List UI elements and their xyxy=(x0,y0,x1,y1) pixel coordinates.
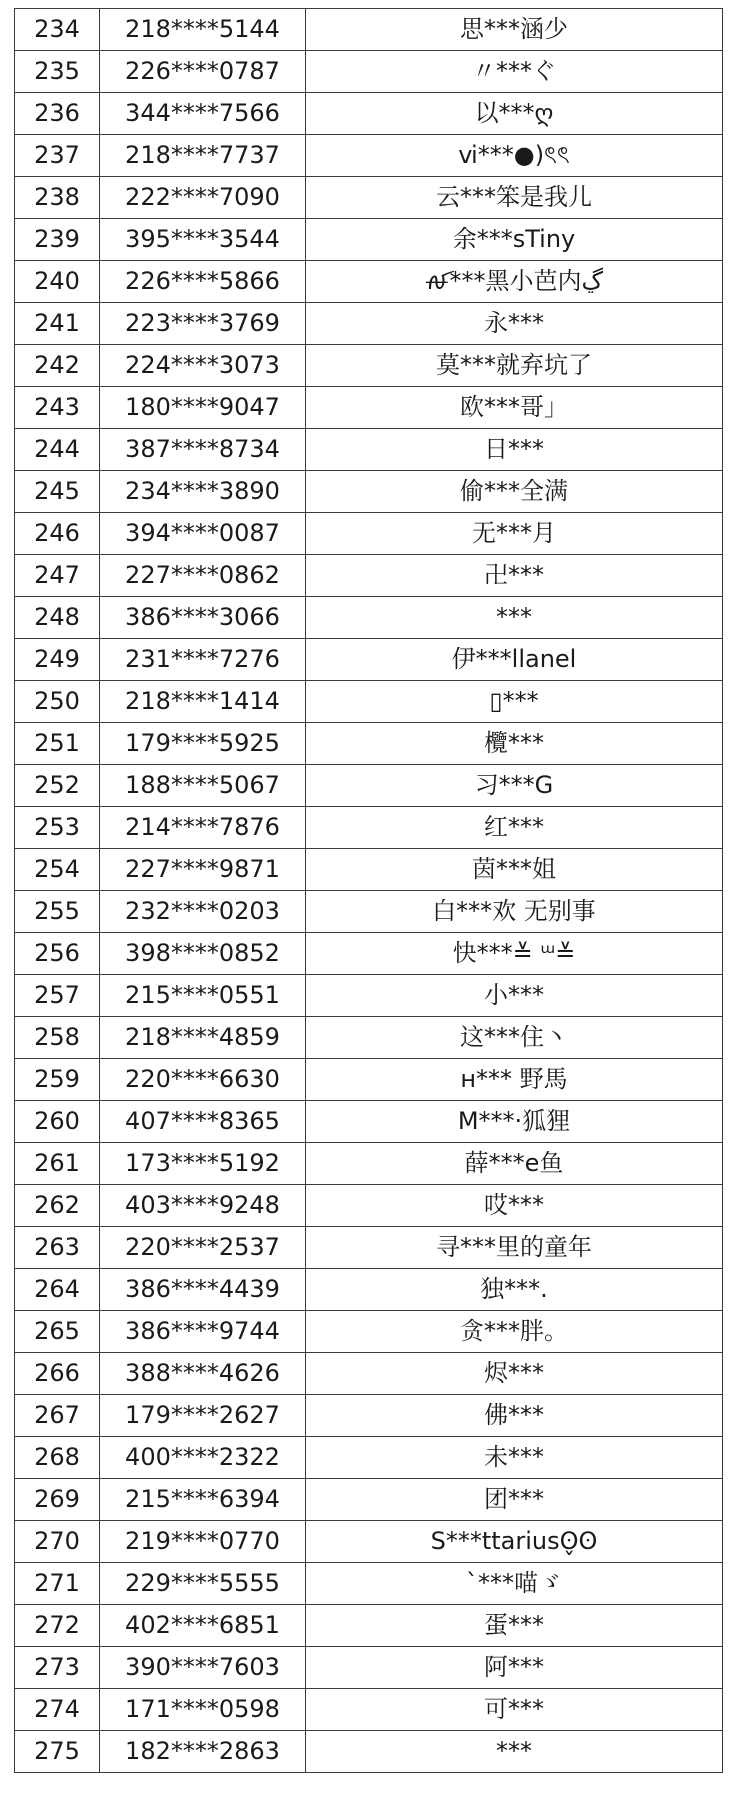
nickname-cell: 日*** xyxy=(306,429,723,471)
phone-cell: 231****7276 xyxy=(100,639,306,681)
phone-cell: 386****9744 xyxy=(100,1311,306,1353)
table-row xyxy=(15,471,723,513)
rank-cell: 246 xyxy=(15,513,100,555)
phone-cell: 215****0551 xyxy=(100,975,306,1017)
rank-cell: 234 xyxy=(15,9,100,51)
phone-cell: 223****3769 xyxy=(100,303,306,345)
rank-cell: 256 xyxy=(15,933,100,975)
rank-cell: 249 xyxy=(15,639,100,681)
nickname-cell: 哎*** xyxy=(306,1185,723,1227)
nickname-cell: `***喵ゞ xyxy=(306,1563,723,1605)
rank-cell: 244 xyxy=(15,429,100,471)
nickname-cell: 可*** xyxy=(306,1689,723,1731)
nickname-cell: ꫛ***黑小芭内ڲ xyxy=(306,261,723,303)
nickname-cell: 小*** xyxy=(306,975,723,1017)
phone-cell: 179****5925 xyxy=(100,723,306,765)
phone-cell: 220****2537 xyxy=(100,1227,306,1269)
table-row xyxy=(15,933,723,975)
rank-cell: 247 xyxy=(15,555,100,597)
nickname-cell: 贪***胖。 xyxy=(306,1311,723,1353)
table-row xyxy=(15,1521,723,1563)
table-row xyxy=(15,891,723,933)
table-row xyxy=(15,639,723,681)
nickname-cell: 欖*** xyxy=(306,723,723,765)
table-row xyxy=(15,93,723,135)
nickname-cell: 莫***就弃坑了 xyxy=(306,345,723,387)
phone-cell: 229****5555 xyxy=(100,1563,306,1605)
table-row xyxy=(15,975,723,1017)
rank-cell: 257 xyxy=(15,975,100,1017)
rank-cell: 238 xyxy=(15,177,100,219)
nickname-cell: 思***涵少 xyxy=(306,9,723,51)
table-row xyxy=(15,1395,723,1437)
nickname-cell: ʜ*** 野馬 xyxy=(306,1059,723,1101)
phone-cell: 226****5866 xyxy=(100,261,306,303)
nickname-cell: 蛋*** xyxy=(306,1605,723,1647)
rank-cell: 243 xyxy=(15,387,100,429)
nickname-cell: 云***笨是我儿 xyxy=(306,177,723,219)
rank-cell: 236 xyxy=(15,93,100,135)
table-row xyxy=(15,807,723,849)
rank-cell: 241 xyxy=(15,303,100,345)
phone-cell: 180****9047 xyxy=(100,387,306,429)
table-row xyxy=(15,219,723,261)
phone-cell: 218****7737 xyxy=(100,135,306,177)
table-row xyxy=(15,1017,723,1059)
table-row xyxy=(15,1647,723,1689)
nickname-cell: 寻***里的童年 xyxy=(306,1227,723,1269)
rank-cell: 274 xyxy=(15,1689,100,1731)
table-row xyxy=(15,387,723,429)
phone-cell: 226****0787 xyxy=(100,51,306,93)
rank-cell: 271 xyxy=(15,1563,100,1605)
phone-cell: 232****0203 xyxy=(100,891,306,933)
phone-cell: 182****2863 xyxy=(100,1731,306,1773)
nickname-cell: 白***欢 无别事 xyxy=(306,891,723,933)
table-row xyxy=(15,1437,723,1479)
rank-cell: 275 xyxy=(15,1731,100,1773)
nickname-cell: 阿*** xyxy=(306,1647,723,1689)
phone-cell: 388****4626 xyxy=(100,1353,306,1395)
rank-cell: 252 xyxy=(15,765,100,807)
table-row xyxy=(15,303,723,345)
nickname-cell: 未*** xyxy=(306,1437,723,1479)
table-row xyxy=(15,849,723,891)
phone-cell: 386****3066 xyxy=(100,597,306,639)
rank-cell: 264 xyxy=(15,1269,100,1311)
rank-cell: 251 xyxy=(15,723,100,765)
nickname-cell: S***ttariusʘ̬ʘ xyxy=(306,1521,723,1563)
phone-cell: 188****5067 xyxy=(100,765,306,807)
phone-cell: 395****3544 xyxy=(100,219,306,261)
winners-table xyxy=(14,8,723,1773)
phone-cell: 173****5192 xyxy=(100,1143,306,1185)
rank-cell: 245 xyxy=(15,471,100,513)
table-row xyxy=(15,597,723,639)
nickname-cell: 无***月 xyxy=(306,513,723,555)
phone-cell: 218****5144 xyxy=(100,9,306,51)
nickname-cell: M***·狐狸 xyxy=(306,1101,723,1143)
rank-cell: 258 xyxy=(15,1017,100,1059)
rank-cell: 235 xyxy=(15,51,100,93)
table-row xyxy=(15,9,723,51)
phone-cell: 171****0598 xyxy=(100,1689,306,1731)
table-row xyxy=(15,1269,723,1311)
table-row xyxy=(15,1227,723,1269)
rank-cell: 255 xyxy=(15,891,100,933)
table-row xyxy=(15,1311,723,1353)
rank-cell: 265 xyxy=(15,1311,100,1353)
rank-cell: 254 xyxy=(15,849,100,891)
rank-cell: 262 xyxy=(15,1185,100,1227)
rank-cell: 253 xyxy=(15,807,100,849)
phone-cell: 218****1414 xyxy=(100,681,306,723)
table-row xyxy=(15,429,723,471)
table-row xyxy=(15,1479,723,1521)
winners-table-body xyxy=(15,9,723,1773)
nickname-cell: 这***住丶 xyxy=(306,1017,723,1059)
phone-cell: 214****7876 xyxy=(100,807,306,849)
table-row xyxy=(15,177,723,219)
phone-cell: 227****0862 xyxy=(100,555,306,597)
table-row xyxy=(15,723,723,765)
rank-cell: 272 xyxy=(15,1605,100,1647)
rank-cell: 268 xyxy=(15,1437,100,1479)
table-row xyxy=(15,1143,723,1185)
nickname-cell: 〃***ぐ xyxy=(306,51,723,93)
rank-cell: 248 xyxy=(15,597,100,639)
table-row xyxy=(15,1059,723,1101)
phone-cell: 398****0852 xyxy=(100,933,306,975)
phone-cell: 219****0770 xyxy=(100,1521,306,1563)
nickname-cell: 伊***llanel xyxy=(306,639,723,681)
table-row xyxy=(15,1563,723,1605)
nickname-cell: 烬*** xyxy=(306,1353,723,1395)
rank-cell: 237 xyxy=(15,135,100,177)
table-row xyxy=(15,1731,723,1773)
table-row xyxy=(15,1185,723,1227)
nickname-cell: 茵***姐 xyxy=(306,849,723,891)
phone-cell: 234****3890 xyxy=(100,471,306,513)
phone-cell: 390****7603 xyxy=(100,1647,306,1689)
nickname-cell: ⅵ***●)ৎৎ xyxy=(306,135,723,177)
table-row xyxy=(15,681,723,723)
phone-cell: 222****7090 xyxy=(100,177,306,219)
phone-cell: 224****3073 xyxy=(100,345,306,387)
rank-cell: 270 xyxy=(15,1521,100,1563)
phone-cell: 179****2627 xyxy=(100,1395,306,1437)
nickname-cell: 快***≚ ᵚ≚ xyxy=(306,933,723,975)
nickname-cell: *** xyxy=(306,597,723,639)
nickname-cell: 团*** xyxy=(306,1479,723,1521)
rank-cell: 263 xyxy=(15,1227,100,1269)
table-row xyxy=(15,1605,723,1647)
rank-cell: 273 xyxy=(15,1647,100,1689)
phone-cell: 220****6630 xyxy=(100,1059,306,1101)
rank-cell: 267 xyxy=(15,1395,100,1437)
nickname-cell: 以***ღ xyxy=(306,93,723,135)
phone-cell: 215****6394 xyxy=(100,1479,306,1521)
table-row xyxy=(15,513,723,555)
phone-cell: 403****9248 xyxy=(100,1185,306,1227)
phone-cell: 394****0087 xyxy=(100,513,306,555)
nickname-cell: 余***sTiny xyxy=(306,219,723,261)
phone-cell: 387****8734 xyxy=(100,429,306,471)
table-row xyxy=(15,555,723,597)
phone-cell: 218****4859 xyxy=(100,1017,306,1059)
nickname-cell: 薛***e鱼 xyxy=(306,1143,723,1185)
table-row xyxy=(15,1353,723,1395)
table-row xyxy=(15,765,723,807)
table-row xyxy=(15,1101,723,1143)
table-row xyxy=(15,135,723,177)
nickname-cell: 永*** xyxy=(306,303,723,345)
rank-cell: 266 xyxy=(15,1353,100,1395)
phone-cell: 400****2322 xyxy=(100,1437,306,1479)
phone-cell: 344****7566 xyxy=(100,93,306,135)
nickname-cell: 欧***哥」 xyxy=(306,387,723,429)
rank-cell: 269 xyxy=(15,1479,100,1521)
rank-cell: 242 xyxy=(15,345,100,387)
nickname-cell: 红*** xyxy=(306,807,723,849)
nickname-cell: 偷***全满 xyxy=(306,471,723,513)
table-row xyxy=(15,51,723,93)
rank-cell: 260 xyxy=(15,1101,100,1143)
phone-cell: 227****9871 xyxy=(100,849,306,891)
nickname-cell: *** xyxy=(306,1731,723,1773)
nickname-cell: 卍*** xyxy=(306,555,723,597)
winners-table-container xyxy=(14,8,723,1773)
phone-cell: 402****6851 xyxy=(100,1605,306,1647)
table-row xyxy=(15,1689,723,1731)
rank-cell: 250 xyxy=(15,681,100,723)
phone-cell: 386****4439 xyxy=(100,1269,306,1311)
nickname-cell: 习***G xyxy=(306,765,723,807)
nickname-cell: ▯*** xyxy=(306,681,723,723)
nickname-cell: 佛*** xyxy=(306,1395,723,1437)
table-row xyxy=(15,261,723,303)
phone-cell: 407****8365 xyxy=(100,1101,306,1143)
rank-cell: 239 xyxy=(15,219,100,261)
nickname-cell: 独***. xyxy=(306,1269,723,1311)
rank-cell: 240 xyxy=(15,261,100,303)
rank-cell: 261 xyxy=(15,1143,100,1185)
table-row xyxy=(15,345,723,387)
rank-cell: 259 xyxy=(15,1059,100,1101)
